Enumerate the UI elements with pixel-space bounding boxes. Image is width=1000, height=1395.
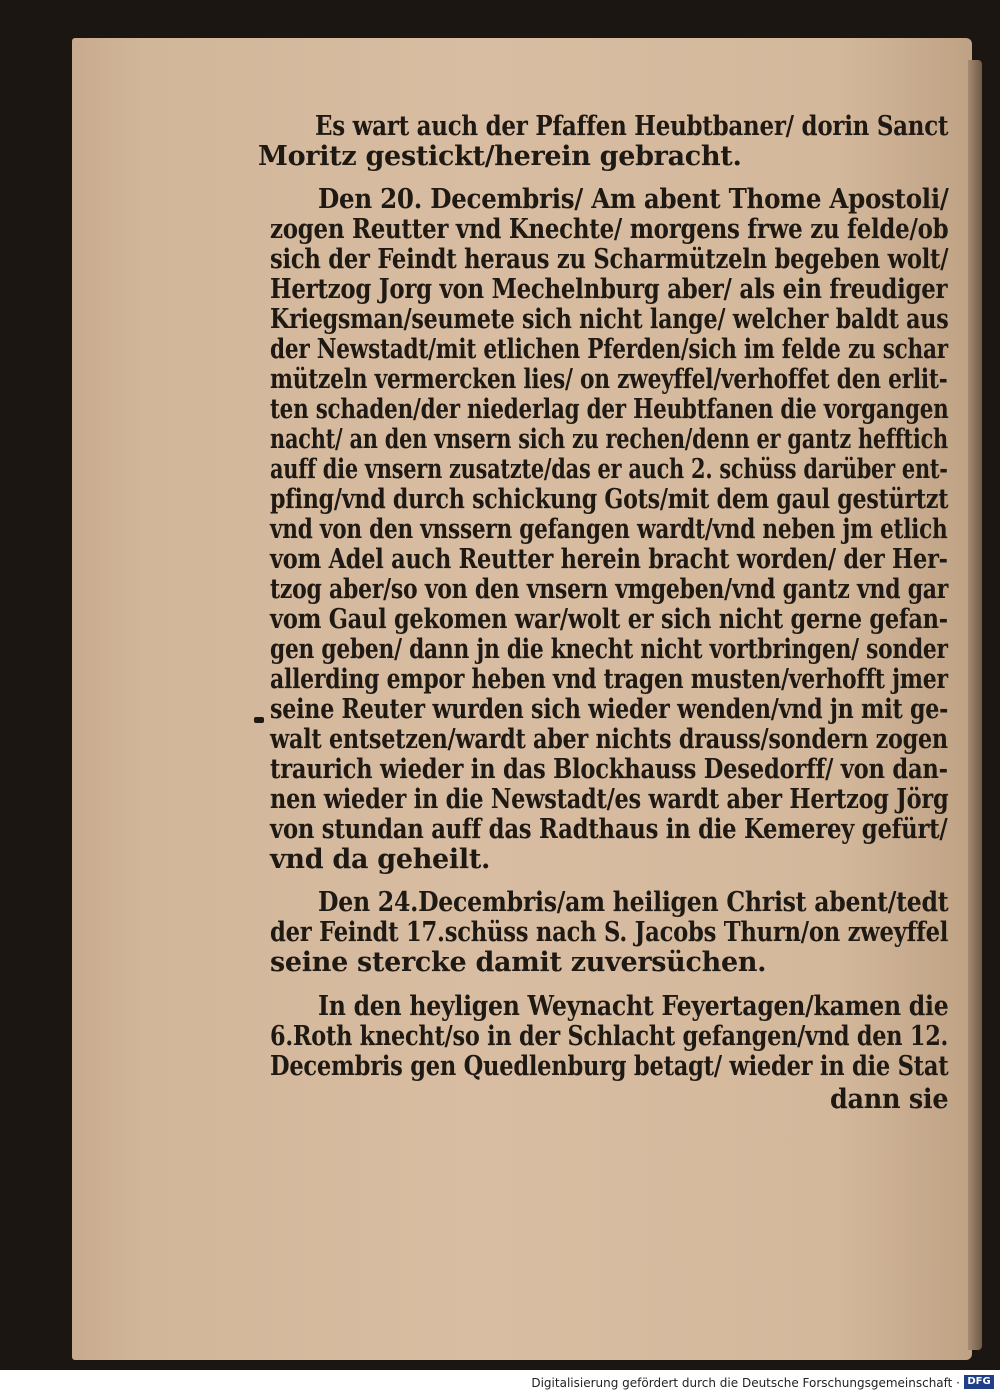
text-line: mützeln vermercken lies/ on zweyffel/verhoffet den erlit- xyxy=(270,364,948,395)
text-line: traurich wieder in das Blockhauss Desedorff/ von dan- xyxy=(270,754,948,785)
text-line: seine Reuter wurden sich wieder wenden/vnd jn mit ge- xyxy=(270,694,949,725)
text-line: nen wieder in die Newstadt/es wardt aber Hertzog Jörg xyxy=(270,784,949,815)
text-line: Hertzog Jorg von Mechelnburg aber/ als ein freudiger xyxy=(270,274,948,305)
text-line: der Newstadt/mit etlichen Pferden/sich im felde zu schar xyxy=(270,334,948,365)
text-line: zogen Reutter vnd Knechte/ morgens frwe zu felde/ob xyxy=(270,214,949,245)
text-line: tzog aber/so von den vnsern vmgeben/vnd gantz vnd gar xyxy=(270,574,949,605)
text-line: Den 24.Decembris/am heiligen Christ abent/tedt xyxy=(318,887,949,918)
text-line: Moritz gestickt/herein gebracht. xyxy=(258,141,742,172)
funding-credit: Digitalisierung gefördert durch die Deutsche Forschungsgemeinschaft · xyxy=(531,1376,960,1390)
text-line: Es wart auch der Pfaffen Heubtbaner/ dorin Sanct xyxy=(315,111,949,142)
text-line: der Feindt 17.schüss nach S. Jacobs Thurn/on zweyffel xyxy=(270,917,949,948)
text-line: gen geben/ dann jn die knecht nicht vortbringen/ sonder xyxy=(270,634,948,665)
margin-mark xyxy=(254,717,264,723)
text-line: vom Adel auch Reutter herein bracht worden/ der Her- xyxy=(270,544,948,575)
text-line: Decembris gen Quedlenburg betagt/ wieder in die Stat xyxy=(270,1051,949,1082)
text-line: nacht/ an den vnsern sich zu rechen/denn er gantz hefftich xyxy=(270,424,949,455)
dfg-logo: DFG xyxy=(964,1375,994,1389)
text-line: ten schaden/der niederlag der Heubtfanen die vorgangen xyxy=(270,394,949,425)
text-line: vom Gaul gekomen war/wolt er sich nicht gerne gefan- xyxy=(270,604,948,635)
text-line: von stundan auff das Radthaus in die Kemerey gefürt/ xyxy=(270,814,948,845)
text-line: vnd von den vnssern gefangen wardt/vnd neben jm etlich xyxy=(270,514,948,545)
footer-bar xyxy=(0,1370,1000,1395)
text-line: sich der Feindt heraus zu Scharmützeln begeben wolt/ xyxy=(270,244,949,275)
text-line: auff die vnsern zusatzte/das er auch 2. schüss darüber ent- xyxy=(270,454,948,485)
text-line: 6.Roth knecht/so in der Schlacht gefangen/vnd den 12. xyxy=(270,1021,949,1052)
text-line: walt entsetzen/wardt aber nichts drauss/sondern zogen xyxy=(270,724,948,755)
text-line: vnd da geheilt. xyxy=(270,844,491,875)
text-line: pfing/vnd durch schickung Gots/mit dem gaul gestürtzt xyxy=(270,484,949,515)
text-line: seine stercke damit zuversüchen. xyxy=(270,947,767,978)
text-line: allerding empor heben vnd tragen musten/verhofft jmer xyxy=(270,664,948,695)
text-line: dann sie xyxy=(830,1084,949,1115)
text-line: In den heyligen Weynacht Feyertagen/kamen die xyxy=(318,991,949,1022)
text-line: Den 20. Decembris/ Am abent Thome Apostoli/ xyxy=(318,184,949,215)
text-line: Kriegsman/seumete sich nicht lange/ welcher baldt aus xyxy=(270,304,949,335)
